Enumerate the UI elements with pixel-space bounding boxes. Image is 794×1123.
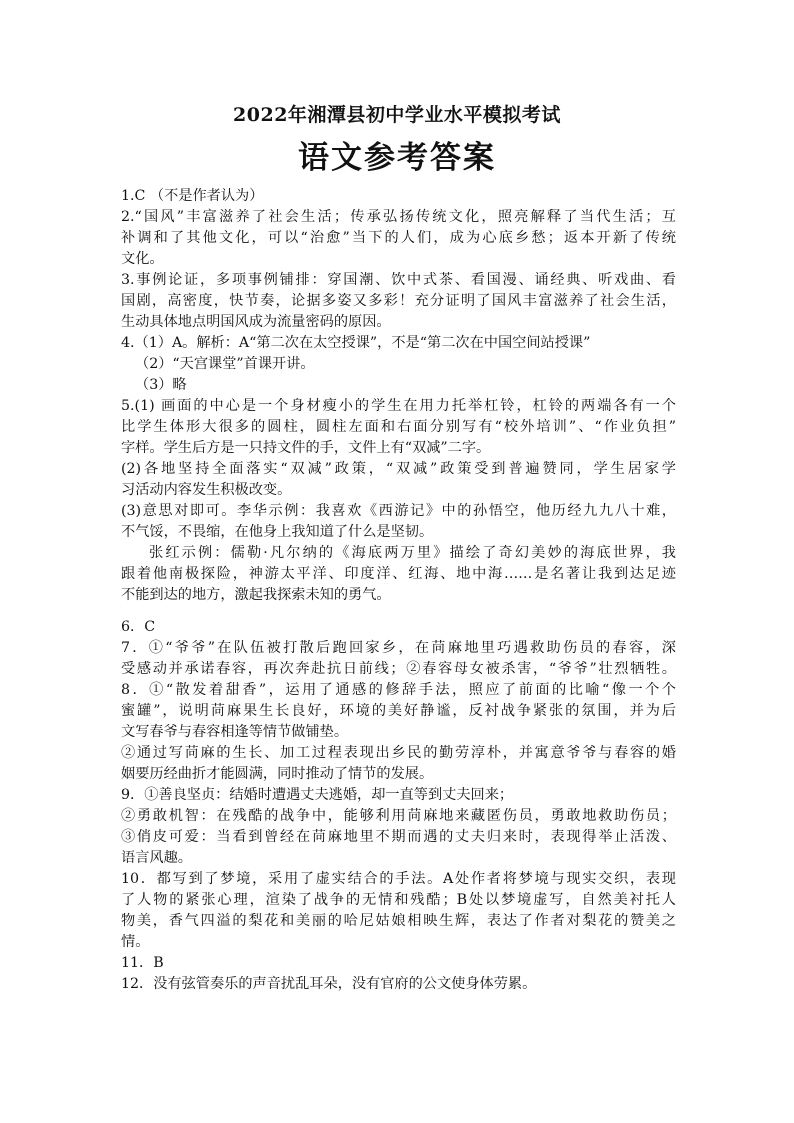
- answer-line: 姻要历经曲折才能圆满，同时推动了情节的发展。: [121, 766, 434, 782]
- answer-line: 物美，香气四溢的梨花和美丽的哈尼姑娘相映生辉，表达了作者对梨花的赞美之: [121, 913, 676, 929]
- document-title: 语文参考答案: [298, 140, 496, 176]
- answer-line: 蜜罐”，说明苘麻果生长良好，环境的美好静谧，反衬战争紧张的氛围，并为后: [121, 703, 676, 719]
- answer-line: 3.事例论证，多项事例铺排：穿国潮、饮中式茶、看国漫、诵经典、听戏曲、看: [121, 272, 676, 288]
- answer-line: 生动具体地点明国风成为流量密码的原因。: [121, 314, 391, 330]
- answer-line: 11．B: [121, 955, 164, 971]
- answer-line: 字样。学生后方是一只持文件的手，文件上有“双减”二字。: [121, 440, 491, 456]
- answer-line: (3)意思对即可。李华示例：我喜欢《西游记》中的孙悟空，他历经九九八十难，: [121, 503, 676, 519]
- answer-line: 补调和了其他文化，可以“治愈”当下的人们，成为心底乡愁；返本开新了传统: [121, 230, 676, 246]
- answer-line: 跟着他南极探险，神游太平洋、印度洋、红海、地中海……是名著让我到达足迹: [121, 566, 676, 582]
- answer-line: 1.C （不是作者认为）: [121, 188, 264, 204]
- answer-line: (2)各地坚持全面落实“双减”政策，“双减”政策受到普遍赞同，学生居家学: [121, 461, 676, 477]
- answer-line: 2.“国风”丰富滋养了社会生活；传承弘扬传统文化，照亮解释了当代生活；互: [121, 209, 676, 225]
- answer-line: 语言风趣。: [121, 850, 192, 866]
- answer-line: 了人物的紧张心理，渲染了战争的无情和残酷；B处以梦境虚写，自然美衬托人: [121, 892, 676, 908]
- answer-line: 文写春爷与春容相逢等情节做铺垫。: [121, 724, 349, 740]
- answer-line: 5.(1) 画面的中心是一个身材瘦小的学生在用力托举杠铃，杠铃的两端各有一个: [121, 398, 676, 414]
- answer-line: 国剧，高密度，快节奏，论据多姿又多彩！充分证明了国风丰富滋养了社会生活，: [121, 293, 676, 309]
- answer-line: 9．①善良坚贞：结婚时遭遇丈夫逃婚，却一直等到丈夫回来；: [121, 787, 514, 803]
- exam-title: 2022年湘潭县初中学业水平模拟考试: [233, 104, 561, 126]
- answer-line: 12．没有弦管奏乐的声音扰乱耳朵，没有官府的公文使身体劳累。: [121, 976, 537, 992]
- answer-line: 4.（1）A。解析：A“第二次在太空授课”，不是“第二次在中国空间站授课”: [121, 335, 591, 351]
- answer-line: ②勇敢机智：在残酷的战争中，能够利用苘麻地来藏匿伤员，勇敢地救助伤员；: [121, 808, 676, 824]
- answer-line: （3）略: [135, 377, 187, 393]
- answer-line: 不能到达的地方，激起我探索未知的勇气。: [121, 587, 391, 603]
- answer-line: 7．①“爷爷”在队伍被打散后跑回家乡，在苘麻地里巧遇救助伤员的春容，深: [121, 640, 676, 656]
- answer-line: 受感动并承诺春容，再次奔赴抗日前线；②春容母女被杀害，“爷爷”壮烈牺牲。: [121, 661, 676, 677]
- answer-line: ③俏皮可爱：当看到曾经在苘麻地里不期而遇的丈夫归来时，表现得举止活泼、: [121, 829, 676, 845]
- answer-line: 习活动内容发生积极改变。: [121, 482, 292, 498]
- answer-line: 6．C: [121, 619, 156, 635]
- answer-line: 文化。: [121, 251, 164, 267]
- answer-body: [121, 186, 676, 995]
- spacer: [121, 606, 676, 617]
- answer-line: 8．①“散发着甜香”，运用了通感的修辞手法，照应了前面的比喻“像一个个: [121, 682, 676, 698]
- answer-line: 比学生体形大很多的圆柱，圆柱左面和右面分别写有“校外培训”、“作业负担”: [121, 419, 676, 435]
- answer-line: 10．都写到了梦境，采用了虚实结合的手法。A处作者将梦境与现实交织，表现: [121, 871, 676, 887]
- answer-line: 情。: [121, 934, 150, 950]
- answer-line: 不气馁，不畏缩，在他身上我知道了什么是坚韧。: [121, 524, 434, 540]
- answer-line: （2）“天宫课堂”首课开讲。: [135, 356, 315, 372]
- answer-line: ②通过写苘麻的生长、加工过程表现出乡民的勤劳淳朴，并寓意爷爷与春容的婚: [121, 745, 676, 761]
- answer-line: 张红示例：儒勒·凡尔纳的《海底两万里》描绘了奇幻美妙的海底世界，我: [149, 545, 676, 561]
